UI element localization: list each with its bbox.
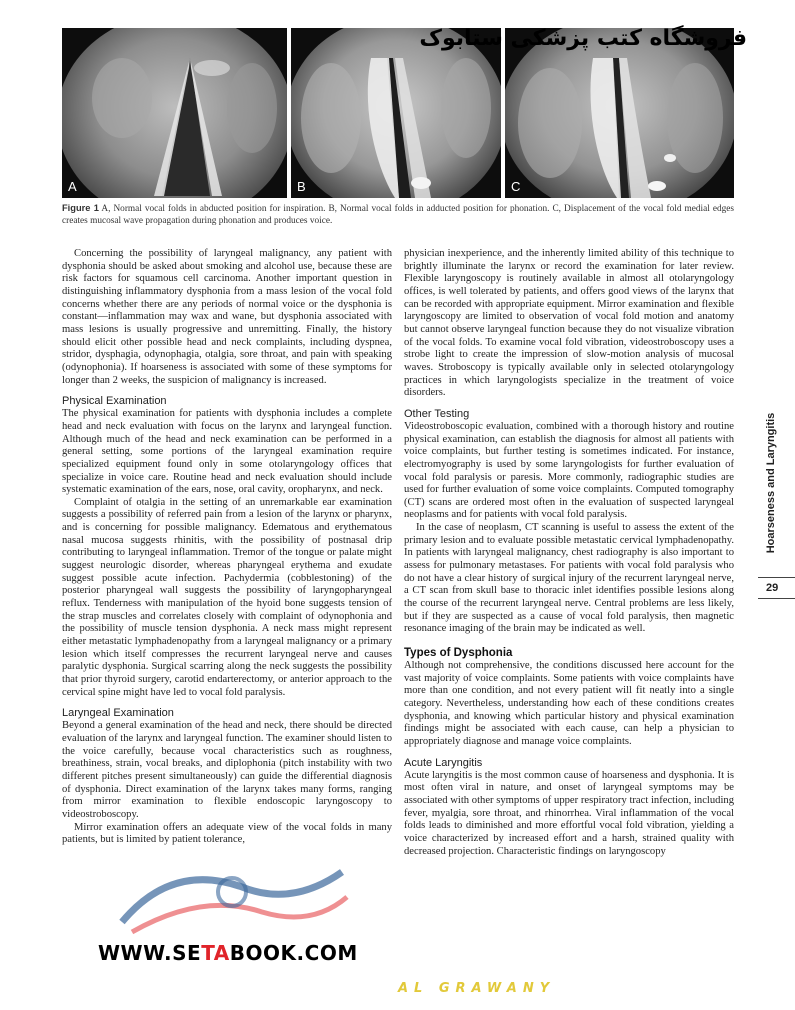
divider	[758, 577, 795, 578]
panel-letter-b: B	[297, 179, 306, 194]
paragraph: Beyond a general examination of the head and neck, there should be directed evaluation of the larynx and laryngeal function. The examiner should listen to the voice carefully, because vocal characteristics such as roughness, breathiness, strain, vocal breaks, and diplophonia (pitch instability with two different pitches present simultaneously) can guide the differential diagnosis of dysphonia. Direct examination of the larynx takes many forms, ranging from mirror examination to flexible endoscopic laryngoscopy to videostroboscopy.	[62, 720, 392, 820]
paragraph: physician inexperience, and the inherently limited ability of this technique to brightly illuminate the larynx or record the examination for later review. Flexible laryngoscopy is routinely available in almost all otolaryngology offices, is well tolerated by patients, and offers good views of the larynx that can be recorded with appropriate equipment. Mirror examination and flexible laryngoscopy are limited to observation of vocal fold motion and anatomy but cannot observe laryngeal function because they do not visualize vibration of the vocal folds. To examine vocal fold vibration, videostroboscopy uses a strobe light to create the impression of slow-motion analysis of mucosal waves. Stroboscopy is typically available only in selected otolaryngology practices in which laryngologists specialize in the treatment of voice disorders.	[404, 248, 734, 399]
panel-letter-c: C	[511, 179, 521, 194]
section-heading-other-testing: Other Testing	[404, 407, 470, 420]
left-column	[62, 248, 392, 847]
section-heading-laryngeal-examination: Laryngeal Examination	[62, 707, 174, 720]
section-heading-types-of-dysphonia: Types of Dysphonia	[404, 647, 513, 660]
figure-panel-b	[291, 28, 501, 198]
watermark-site-url	[98, 941, 358, 965]
watermark-site-prefix: WWW.SE	[98, 941, 202, 965]
paragraph: Concerning the possibility of laryngeal malignancy, any patient with dysphonia should be asked about smoking and alcohol use, because these are risk factors for squamous cell carcinoma. Another important question in distinguishing inflammatory dysphonia from a mass lesion of the vocal fold concerns whether there are any periods of normal voice or the dysphonia is constant—inflammation may wax and wane, but dysphonia associated with mass lesions is usually progressive and unremitting. Finally, the history should elicit other possible head and neck complaints, including dyspnea, stridor, dysphagia, odynophagia, otalgia, sore throat, and pain with speaking (odynophonia). If hoarseness is associated with some of these symptoms for longer than 2 weeks, the suspicion of malignancy is increased.	[62, 248, 392, 386]
paragraph: The physical examination for patients with dysphonia includes a complete head and neck evaluation with focus on the larynx and laryngeal function. Although much of the head and neck examination can be performed in a general setting, some portions of the laryngeal examination require specialized equipment found only in some otolaryngology offices that specialize in voice care. Routine head and neck evaluation should include systematic examination of the ears, nose, oral cavity, oropharynx, and neck.	[62, 408, 392, 496]
paragraph: Mirror examination offers an adequate view of the vocal folds in many patients, but is limited by patient tolerance,	[62, 821, 392, 846]
divider	[758, 598, 795, 599]
figure-panel-c	[505, 28, 734, 198]
paragraph: Complaint of otalgia in the setting of an unremarkable ear examination suggests a possibility of referred pain from a lesion of the larynx or pharynx, and is concerning for possible malignancy. Edematous and erythematous nasal mucosa suggests rhinitis, with the possibility of postnasal drip contributing to laryngeal inflammation. Tremor of the tongue or palate might suggest neurologic disorder, whereas pharyngeal erythema and exudate suggest possible acute infection. Pachydermia (cobblestoning) of the posterior pharyngeal wall suggests the possibility of laryngopharyngeal reflux. Tenderness with manipulation of the hyoid bone suggests tension of the strap muscles and correlates closely with complaint of odynophonia and the possibility of muscle tension dysphonia. A neck mass might represent either metastatic lymphadenopathy from a laryngeal malignancy or a primary lesion which itself compresses the recurrent laryngeal nerve and causes paralytic dysphonia. Surgical scarring along the neck suggests the possibility that prior thyroid surgery, carotid endarterectomy, or anterior approach to the cervical spine might have led to vocal fold paralysis.	[62, 496, 392, 698]
page-number: 29	[766, 582, 779, 594]
laryngoscopy-image-a	[62, 28, 287, 198]
paragraph: Acute laryngitis is the most common cause of hoarseness and dysphonia. It is most often viral in nature, and onset of laryngeal symptoms may be associated with other symptoms of upper respiratory tract infection, including fever, myalgia, sore throat, and rhinorrhea. Viral inflammation of the vocal folds leads to diminished and more effortful vocal fold vibration, yielding a voice characterized by increased effort and a harsh, strained quality with decreased projection. Characteristic findings on laryngoscopy	[404, 769, 734, 857]
footer-brand: AL GRAWANY	[398, 981, 556, 996]
figure-caption-label: Figure 1	[62, 203, 99, 213]
right-column	[404, 248, 734, 858]
chapter-title: Hoarseness and Laryngitis	[765, 412, 777, 554]
laryngoscopy-image-b	[291, 28, 501, 198]
section-heading-acute-laryngitis: Acute Laryngitis	[404, 756, 483, 769]
paragraph: Although not comprehensive, the conditions discussed here account for the vast majority of voice complaints. Some patients with voice complaints have more than one condition, and not every patient will fit neatly into a single category. Nevertheless, understanding how each of these conditions creates dysphonia, and knowing which particular history and physical examination findings might be associated with each cause, can help a physician to appropriately diagnose and manage voice complaints.	[404, 660, 734, 747]
watermark-site-accent: TA	[201, 941, 230, 965]
figure-caption-text: A, Normal vocal folds in abducted position for inspiration. B, Normal vocal folds in adducted position for phonation. C, Displacement of the vocal fold medial edges creates mucosal wave propagation during phonation and produces voice.	[62, 204, 734, 226]
chapter-side-tab	[756, 398, 786, 568]
paragraph: In the case of neoplasm, CT scanning is useful to assess the extent of the primary lesion and to evaluate possible metastatic cervical lymphadenopathy. In patients with laryngeal malignancy, chest radiography is also important to assess for pulmonary metastases. For patients with vocal fold paralysis who do not have a clear history of surgical injury of the recurrent laryngeal nerve, a CT scan from skull base to thoracic inlet identifies possible lesions along the course of the recurrent laryngeal nerve. Central problems are less likely, but if they are suspected as a cause of vocal fold paralysis, then magnetic resonance imaging of the brain may be indicated as well.	[404, 522, 734, 635]
section-heading-physical-examination: Physical Examination	[62, 395, 167, 408]
figure-panel-a	[62, 28, 287, 198]
figure-caption	[62, 203, 734, 227]
watermark-store-text: فروشگاه کتب پزشکی ستابوک	[419, 26, 747, 51]
panel-letter-a: A	[68, 179, 77, 194]
paragraph: Videostroboscopic evaluation, combined with a thorough history and routine physical examination, can establish the diagnosis for almost all patients with voice complaints, but further testing is sometimes indicated. For instance, electromyography is used by some laryngologists for further evaluation of vocal fold paralysis or paresis. More commonly, radiographic studies are used for further evaluation of some voice complaints. Computed tomography (CT) scans are ordered most often in the evaluation of suspected laryngeal neoplasms and for patients with vocal fold paralysis.	[404, 420, 734, 521]
watermark-site-suffix: BOOK.COM	[229, 941, 358, 965]
watermark-logo	[112, 852, 352, 952]
laryngoscopy-image-c	[505, 28, 734, 198]
figure-1	[62, 28, 734, 198]
